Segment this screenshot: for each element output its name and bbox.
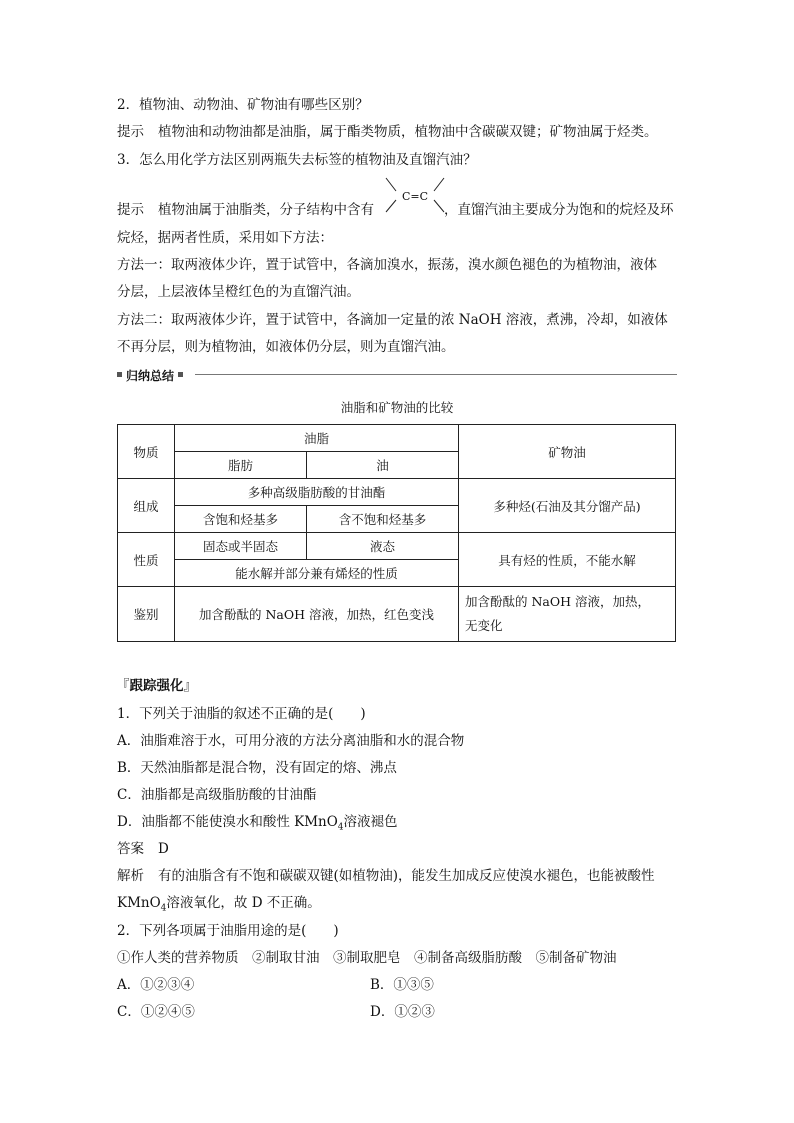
hint-tag: 提示 [117,124,144,140]
method1-line2: 分层，上层液体呈橙红色的为直馏汽油。 [117,284,360,300]
ex2-question: 2．下列各项属于油脂用途的是( ) [117,923,339,939]
hint-text-a: 植物油属于油脂类，分子结构中含有 [158,202,374,218]
bracket-open: 『 [116,678,130,694]
answer-value: D [158,841,169,857]
q2-hint [117,123,658,141]
q3-hint-line2: 烷烃，据两者性质，采用如下方法： [117,230,333,246]
option-d-sub: 4 [337,822,344,833]
ex1-answer [117,840,169,858]
composition-mineral: 多种烃(石油及其分馏产品) [459,479,676,533]
method1-line1: 方法一：取两液体少许，置于试管中，各滴加溴水，振荡，溴水颜色褪色的为植物油，液体 [117,257,657,273]
property-solid: 固态或半固态 [175,533,307,560]
ex1-question: 1．下列关于油脂的叙述不正确的是( ) [117,706,366,722]
property-fat: 能水解并部分兼有烯烃的性质 [175,560,459,587]
ex2-option-c: C．①②④⑤ [117,1004,195,1020]
row-identification: 鉴别 [118,587,175,642]
ex1-option-c: C．油脂都是高级脂肪酸的甘油酯 [117,787,317,803]
identification-fat: 加含酚酞的 NaOH 溶液，加热，红色变浅 [175,587,459,642]
q3-hint-line1 [117,201,674,219]
table-caption: 油脂和矿物油的比较 [340,400,454,415]
analysis-text-a: 有的油脂含有不饱和碳碳双键(如植物油)，能发生加成反应使溴水褪色，也能被酸性 [158,868,655,884]
summary-title: 归纳总结 [126,369,175,383]
follow-header [116,674,197,694]
ex1-analysis-line1 [117,867,655,885]
summary-header [117,365,677,385]
bracket-close: 』 [183,678,197,694]
composition-unsaturated: 含不饱和烃基多 [307,506,459,533]
analysis-tag: 解析 [117,868,144,884]
ex1-analysis-line2 [117,894,321,918]
q2-question: 2．植物油、动物油、矿物油有哪些区别？ [117,97,369,113]
identification-mineral-line2: 无变化 [465,618,503,633]
header-oil: 油 [307,452,459,479]
square-bullet-icon [117,372,122,377]
square-bullet-icon [178,372,183,377]
divider [195,374,677,375]
header-mineral-oil: 矿物油 [459,425,676,479]
hint-text-b: ，直馏汽油主要成分为饱和的烷烃及环 [444,202,674,218]
composition-fat: 多种高级脂肪酸的甘油酯 [175,479,459,506]
option-d-text-a: D．油脂都不能使溴水和酸性 KMnO [117,814,338,830]
hint-text: 植物油和动物油都是油脂，属于酯类物质，植物油中含碳碳双键；矿物油属于烃类。 [158,124,658,140]
identification-mineral-line1: 加含酚酞的 NaOH 溶液，加热， [465,594,651,609]
ex2-items: ①作人类的营养物质 ②制取甘油 ③制取肥皂 ④制备高级脂肪酸 ⑤制备矿物油 [117,950,617,966]
follow-title: 跟踪强化 [129,678,184,694]
structure-label: C=C [401,190,429,203]
hint-tag: 提示 [117,202,144,218]
row-composition: 组成 [118,479,175,533]
header-substance: 物质 [118,425,175,479]
answer-tag: 答案 [117,841,144,857]
analysis-text-b2: 溶液氧化，故 D 不正确。 [166,895,321,911]
analysis-text-b1: KMnO [117,895,161,911]
comparison-table [117,424,676,642]
method2-line2: 不再分层，则为植物油，如液体仍分层，则为直馏汽油。 [117,339,455,355]
ex1-option-b: B．天然油脂都是混合物，没有固定的熔、沸点 [117,760,397,776]
identification-mineral [459,587,676,642]
header-solid-fat: 脂肪 [175,452,307,479]
header-fat: 油脂 [175,425,459,452]
option-d-text-b: 溶液褪色 [343,814,398,830]
q3-question: 3．怎么用化学方法区别两瓶失去标签的植物油及直馏汽油？ [117,152,477,168]
row-property: 性质 [118,533,175,587]
ex1-option-d [117,813,398,837]
analysis-sub: 4 [160,903,167,914]
ex2-option-a: A．①②③④ [117,977,195,993]
ex2-option-b: B．①③⑤ [370,977,434,993]
ex1-option-a: A．油脂难溶于水，可用分液的方法分离油脂和水的混合物 [117,733,465,749]
ex2-option-d: D．①②③ [370,1004,435,1020]
composition-saturated: 含饱和烃基多 [175,506,307,533]
method2-line1: 方法二：取两液体少许，置于试管中，各滴加一定量的浓 NaOH 溶液，煮沸，冷却，如液体 [117,312,668,328]
property-liquid: 液态 [307,533,459,560]
property-mineral: 具有烃的性质，不能水解 [459,533,676,587]
